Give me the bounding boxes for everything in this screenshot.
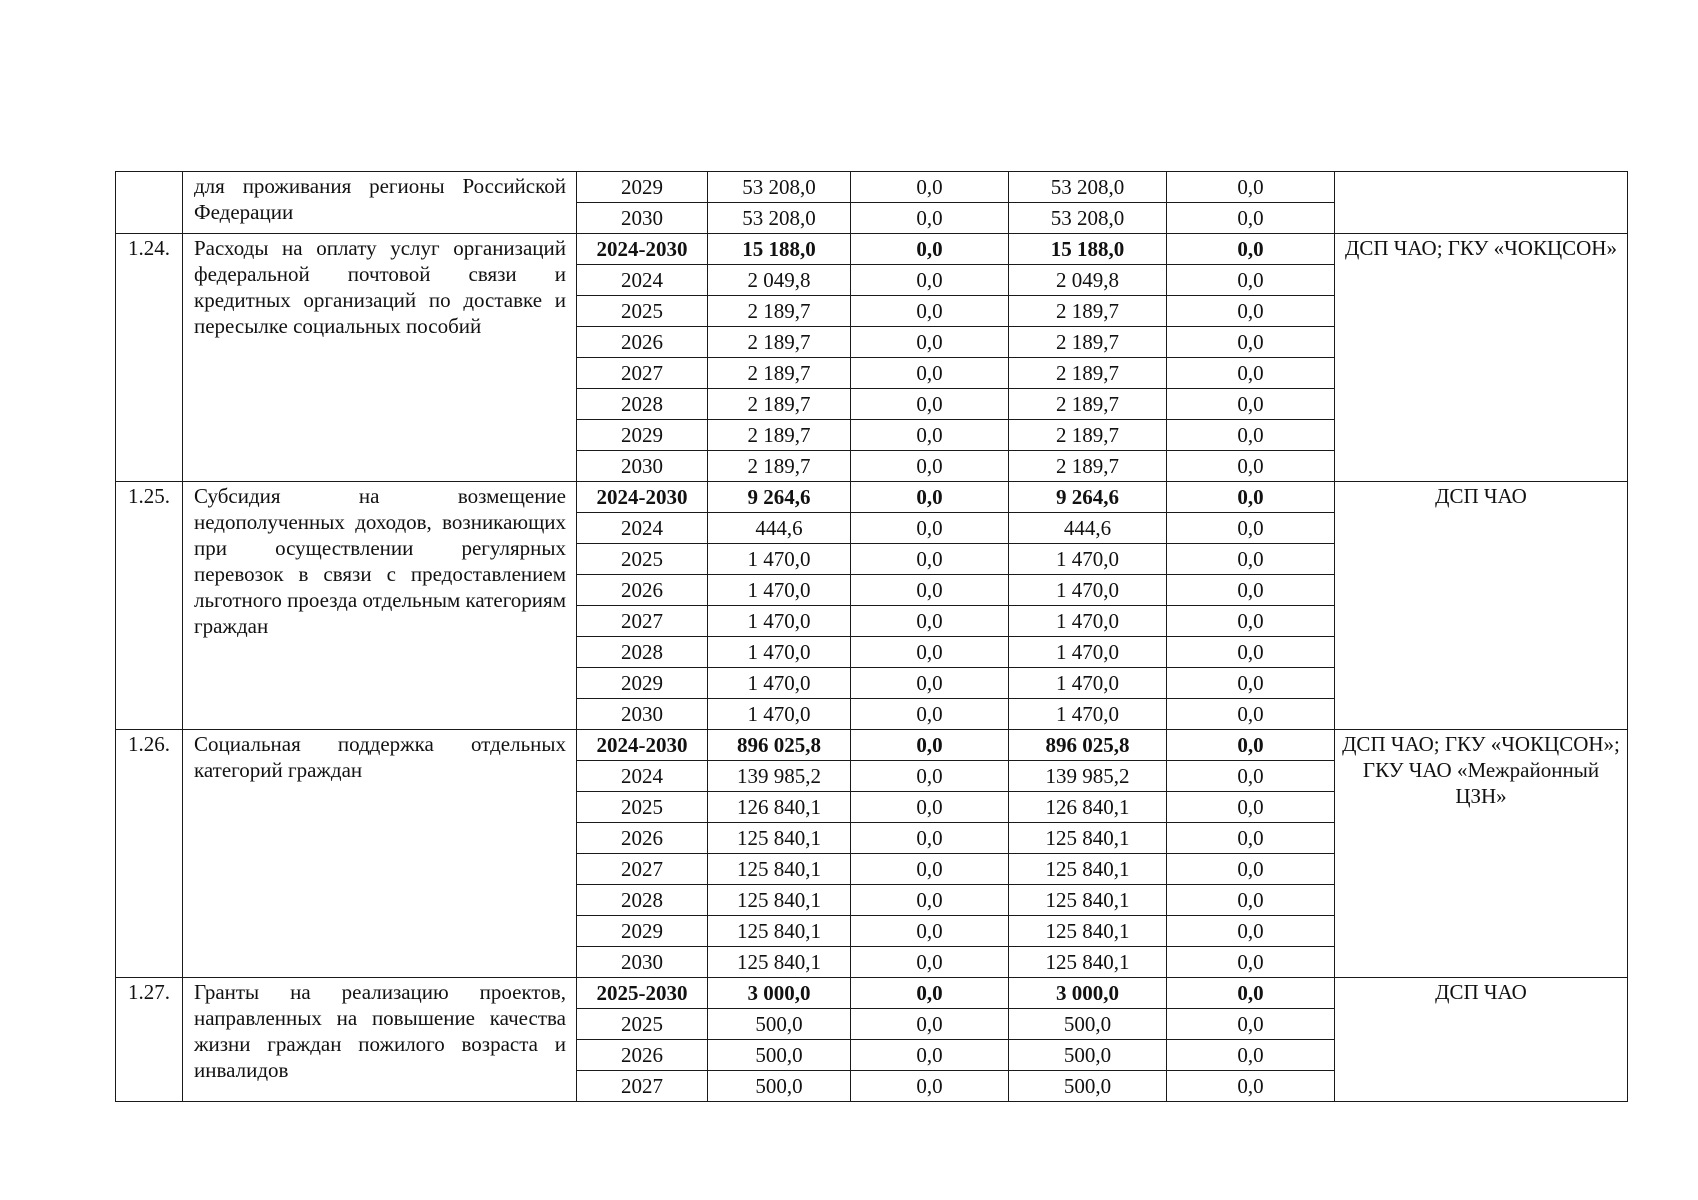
total-amount-cell: 2 189,7 — [708, 420, 851, 451]
regional-budget-cell: 53 208,0 — [1009, 203, 1167, 234]
total-amount-cell: 3 000,0 — [708, 978, 851, 1009]
period-cell: 2027 — [577, 1071, 708, 1102]
total-amount-cell: 1 470,0 — [708, 637, 851, 668]
regional-budget-cell: 444,6 — [1009, 513, 1167, 544]
period-cell: 2024-2030 — [577, 730, 708, 761]
table-row-total — [116, 234, 1628, 265]
executor-cell: ДСП ЧАО; ГКУ «ЧОКЦСОН»; ГКУ ЧАО «Межрайонный ЦЗН» — [1335, 730, 1628, 978]
total-amount-cell: 1 470,0 — [708, 699, 851, 730]
federal-budget-cell: 0,0 — [851, 451, 1009, 482]
total-amount-cell: 125 840,1 — [708, 854, 851, 885]
total-amount-cell: 1 470,0 — [708, 606, 851, 637]
executor-cell: ДСП ЧАО — [1335, 482, 1628, 730]
item-number: 1.25. — [116, 482, 183, 730]
other-sources-cell: 0,0 — [1167, 792, 1335, 823]
regional-budget-cell: 2 189,7 — [1009, 389, 1167, 420]
table-row-total — [116, 730, 1628, 761]
federal-budget-cell: 0,0 — [851, 544, 1009, 575]
total-amount-cell: 1 470,0 — [708, 544, 851, 575]
period-cell: 2027 — [577, 854, 708, 885]
budget-table — [115, 171, 1628, 1102]
period-cell: 2025 — [577, 1009, 708, 1040]
period-cell: 2025 — [577, 792, 708, 823]
regional-budget-cell: 139 985,2 — [1009, 761, 1167, 792]
executor-cell — [1335, 172, 1628, 234]
regional-budget-cell: 125 840,1 — [1009, 947, 1167, 978]
federal-budget-cell: 0,0 — [851, 792, 1009, 823]
federal-budget-cell: 0,0 — [851, 823, 1009, 854]
other-sources-cell: 0,0 — [1167, 172, 1335, 203]
other-sources-cell: 0,0 — [1167, 885, 1335, 916]
item-description: Гранты на реализацию проектов, направленных на повышение качества жизни граждан пожилого возраста и инвалидов — [183, 978, 577, 1102]
item-number: 1.26. — [116, 730, 183, 978]
regional-budget-cell: 2 189,7 — [1009, 420, 1167, 451]
regional-budget-cell: 500,0 — [1009, 1071, 1167, 1102]
other-sources-cell: 0,0 — [1167, 358, 1335, 389]
item-description: для проживания регионы Российской Федерации — [183, 172, 577, 234]
regional-budget-cell: 2 189,7 — [1009, 451, 1167, 482]
regional-budget-cell: 125 840,1 — [1009, 916, 1167, 947]
regional-budget-cell: 500,0 — [1009, 1040, 1167, 1071]
federal-budget-cell: 0,0 — [851, 420, 1009, 451]
item-number: 1.27. — [116, 978, 183, 1102]
period-cell: 2024 — [577, 265, 708, 296]
federal-budget-cell: 0,0 — [851, 172, 1009, 203]
regional-budget-cell: 2 049,8 — [1009, 265, 1167, 296]
total-amount-cell: 2 189,7 — [708, 389, 851, 420]
period-cell: 2026 — [577, 575, 708, 606]
regional-budget-cell: 9 264,6 — [1009, 482, 1167, 513]
regional-budget-cell: 15 188,0 — [1009, 234, 1167, 265]
federal-budget-cell: 0,0 — [851, 234, 1009, 265]
item-number: 1.24. — [116, 234, 183, 482]
other-sources-cell: 0,0 — [1167, 854, 1335, 885]
other-sources-cell: 0,0 — [1167, 699, 1335, 730]
other-sources-cell: 0,0 — [1167, 606, 1335, 637]
other-sources-cell: 0,0 — [1167, 482, 1335, 513]
executor-cell: ДСП ЧАО — [1335, 978, 1628, 1102]
item-description: Расходы на оплату услуг организаций федеральной почтовой связи и кредитных организаций по доставке и пересылке социальных пособий — [183, 234, 577, 482]
total-amount-cell: 2 189,7 — [708, 296, 851, 327]
other-sources-cell: 0,0 — [1167, 1009, 1335, 1040]
period-cell: 2024-2030 — [577, 482, 708, 513]
period-cell: 2029 — [577, 420, 708, 451]
federal-budget-cell: 0,0 — [851, 389, 1009, 420]
regional-budget-cell: 1 470,0 — [1009, 606, 1167, 637]
period-cell: 2026 — [577, 327, 708, 358]
regional-budget-cell: 125 840,1 — [1009, 823, 1167, 854]
other-sources-cell: 0,0 — [1167, 916, 1335, 947]
total-amount-cell: 139 985,2 — [708, 761, 851, 792]
regional-budget-cell: 125 840,1 — [1009, 885, 1167, 916]
regional-budget-cell: 3 000,0 — [1009, 978, 1167, 1009]
period-cell: 2029 — [577, 668, 708, 699]
total-amount-cell: 53 208,0 — [708, 172, 851, 203]
other-sources-cell: 0,0 — [1167, 327, 1335, 358]
other-sources-cell: 0,0 — [1167, 1040, 1335, 1071]
executor-cell: ДСП ЧАО; ГКУ «ЧОКЦСОН» — [1335, 234, 1628, 482]
table-row-total — [116, 978, 1628, 1009]
total-amount-cell: 500,0 — [708, 1071, 851, 1102]
federal-budget-cell: 0,0 — [851, 203, 1009, 234]
federal-budget-cell: 0,0 — [851, 482, 1009, 513]
federal-budget-cell: 0,0 — [851, 513, 1009, 544]
period-cell: 2030 — [577, 451, 708, 482]
item-description: Социальная поддержка отдельных категорий граждан — [183, 730, 577, 978]
table-row-total — [116, 482, 1628, 513]
other-sources-cell: 0,0 — [1167, 265, 1335, 296]
regional-budget-cell: 53 208,0 — [1009, 172, 1167, 203]
total-amount-cell: 896 025,8 — [708, 730, 851, 761]
federal-budget-cell: 0,0 — [851, 947, 1009, 978]
federal-budget-cell: 0,0 — [851, 296, 1009, 327]
period-cell: 2025 — [577, 544, 708, 575]
total-amount-cell: 126 840,1 — [708, 792, 851, 823]
total-amount-cell: 15 188,0 — [708, 234, 851, 265]
total-amount-cell: 125 840,1 — [708, 823, 851, 854]
regional-budget-cell: 2 189,7 — [1009, 327, 1167, 358]
other-sources-cell: 0,0 — [1167, 761, 1335, 792]
total-amount-cell: 125 840,1 — [708, 885, 851, 916]
federal-budget-cell: 0,0 — [851, 358, 1009, 389]
federal-budget-cell: 0,0 — [851, 699, 1009, 730]
period-cell: 2030 — [577, 699, 708, 730]
federal-budget-cell: 0,0 — [851, 916, 1009, 947]
federal-budget-cell: 0,0 — [851, 1040, 1009, 1071]
federal-budget-cell: 0,0 — [851, 606, 1009, 637]
period-cell: 2028 — [577, 885, 708, 916]
other-sources-cell: 0,0 — [1167, 637, 1335, 668]
federal-budget-cell: 0,0 — [851, 1009, 1009, 1040]
total-amount-cell: 2 189,7 — [708, 327, 851, 358]
period-cell: 2028 — [577, 637, 708, 668]
total-amount-cell: 2 189,7 — [708, 451, 851, 482]
other-sources-cell: 0,0 — [1167, 947, 1335, 978]
regional-budget-cell: 500,0 — [1009, 1009, 1167, 1040]
other-sources-cell: 0,0 — [1167, 203, 1335, 234]
other-sources-cell: 0,0 — [1167, 1071, 1335, 1102]
total-amount-cell: 2 189,7 — [708, 358, 851, 389]
regional-budget-cell: 2 189,7 — [1009, 296, 1167, 327]
other-sources-cell: 0,0 — [1167, 978, 1335, 1009]
federal-budget-cell: 0,0 — [851, 637, 1009, 668]
regional-budget-cell: 125 840,1 — [1009, 854, 1167, 885]
regional-budget-cell: 126 840,1 — [1009, 792, 1167, 823]
regional-budget-cell: 1 470,0 — [1009, 699, 1167, 730]
period-cell: 2025 — [577, 296, 708, 327]
other-sources-cell: 0,0 — [1167, 730, 1335, 761]
period-cell: 2025-2030 — [577, 978, 708, 1009]
period-cell: 2029 — [577, 916, 708, 947]
federal-budget-cell: 0,0 — [851, 668, 1009, 699]
federal-budget-cell: 0,0 — [851, 761, 1009, 792]
period-cell: 2026 — [577, 1040, 708, 1071]
other-sources-cell: 0,0 — [1167, 296, 1335, 327]
federal-budget-cell: 0,0 — [851, 730, 1009, 761]
other-sources-cell: 0,0 — [1167, 389, 1335, 420]
regional-budget-cell: 1 470,0 — [1009, 575, 1167, 606]
total-amount-cell: 500,0 — [708, 1040, 851, 1071]
total-amount-cell: 53 208,0 — [708, 203, 851, 234]
period-cell: 2026 — [577, 823, 708, 854]
other-sources-cell: 0,0 — [1167, 420, 1335, 451]
total-amount-cell: 9 264,6 — [708, 482, 851, 513]
item-number — [116, 172, 183, 234]
period-cell: 2027 — [577, 358, 708, 389]
total-amount-cell: 1 470,0 — [708, 668, 851, 699]
period-cell: 2024-2030 — [577, 234, 708, 265]
other-sources-cell: 0,0 — [1167, 823, 1335, 854]
item-description: Субсидия на возмещение недополученных доходов, возникающих при осуществлении регулярных перевозок в связи с предоставлением льготного проезда отдельным категориям граждан — [183, 482, 577, 730]
federal-budget-cell: 0,0 — [851, 265, 1009, 296]
total-amount-cell: 444,6 — [708, 513, 851, 544]
total-amount-cell: 125 840,1 — [708, 916, 851, 947]
other-sources-cell: 0,0 — [1167, 544, 1335, 575]
period-cell: 2024 — [577, 513, 708, 544]
period-cell: 2028 — [577, 389, 708, 420]
total-amount-cell: 2 049,8 — [708, 265, 851, 296]
total-amount-cell: 125 840,1 — [708, 947, 851, 978]
period-cell: 2030 — [577, 947, 708, 978]
regional-budget-cell: 896 025,8 — [1009, 730, 1167, 761]
federal-budget-cell: 0,0 — [851, 854, 1009, 885]
period-cell: 2030 — [577, 203, 708, 234]
federal-budget-cell: 0,0 — [851, 978, 1009, 1009]
federal-budget-cell: 0,0 — [851, 885, 1009, 916]
regional-budget-cell: 1 470,0 — [1009, 637, 1167, 668]
other-sources-cell: 0,0 — [1167, 234, 1335, 265]
regional-budget-cell: 1 470,0 — [1009, 668, 1167, 699]
regional-budget-cell: 2 189,7 — [1009, 358, 1167, 389]
total-amount-cell: 500,0 — [708, 1009, 851, 1040]
period-cell: 2027 — [577, 606, 708, 637]
other-sources-cell: 0,0 — [1167, 575, 1335, 606]
federal-budget-cell: 0,0 — [851, 575, 1009, 606]
other-sources-cell: 0,0 — [1167, 451, 1335, 482]
federal-budget-cell: 0,0 — [851, 1071, 1009, 1102]
total-amount-cell: 1 470,0 — [708, 575, 851, 606]
other-sources-cell: 0,0 — [1167, 513, 1335, 544]
federal-budget-cell: 0,0 — [851, 327, 1009, 358]
period-cell: 2029 — [577, 172, 708, 203]
budget-table-body — [116, 172, 1628, 1102]
period-cell: 2024 — [577, 761, 708, 792]
regional-budget-cell: 1 470,0 — [1009, 544, 1167, 575]
table-row — [116, 172, 1628, 203]
other-sources-cell: 0,0 — [1167, 668, 1335, 699]
